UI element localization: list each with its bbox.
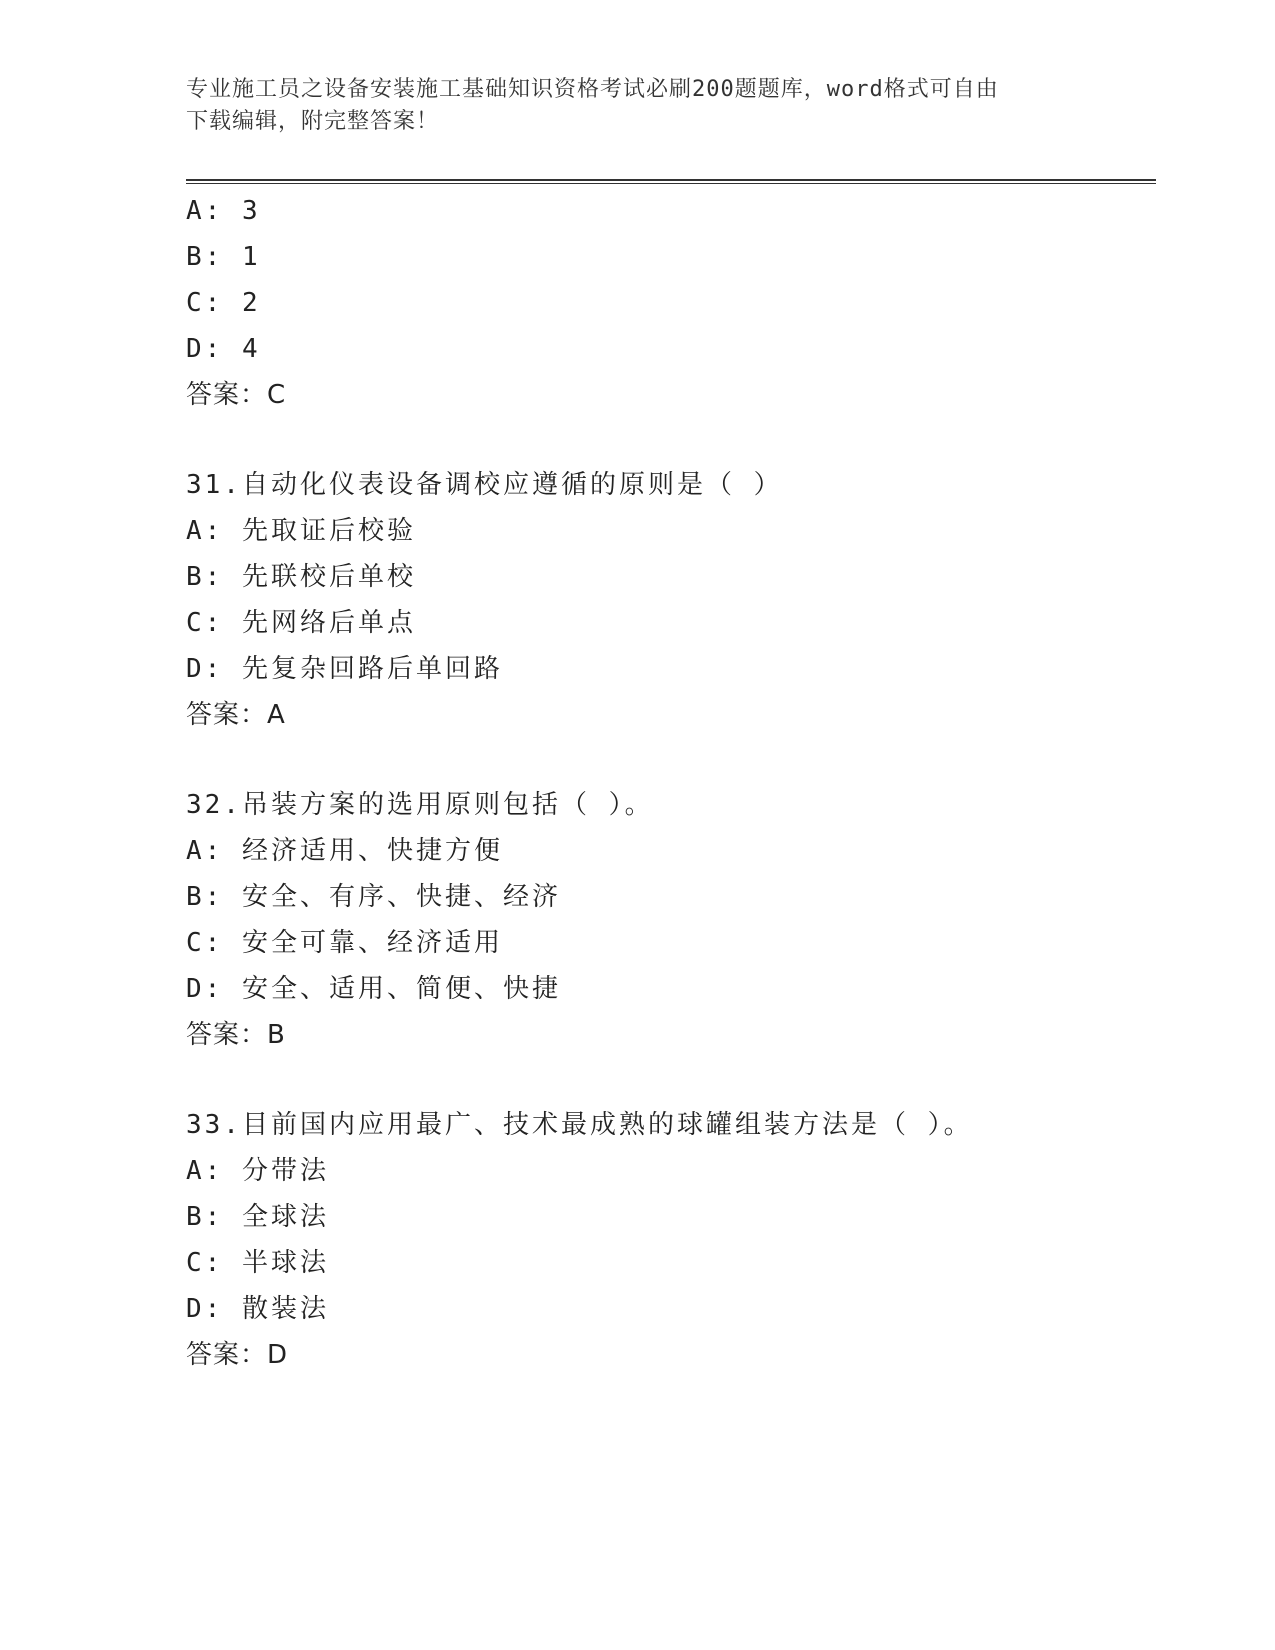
option-c: C: 安全可靠、经济适用 — [186, 928, 503, 958]
header-divider-thick — [186, 179, 1156, 181]
question-stem: 32.吊装方案的选用原则包括（ ）。 — [186, 790, 654, 820]
header-line-1: 专业施工员之设备安装施工基础知识资格考试必刷200题题库，word格式可自由 — [186, 77, 999, 102]
answer: 答案：B — [186, 1020, 286, 1050]
spacer — [186, 418, 1156, 462]
spacer — [186, 738, 1156, 782]
question-32 — [186, 782, 1156, 1058]
option-b: B: 全球法 — [186, 1202, 329, 1232]
question-33 — [186, 1102, 1156, 1378]
answer: 答案：C — [186, 380, 287, 410]
document-header — [186, 74, 1076, 138]
option-d: D: 4 — [186, 334, 261, 364]
option-d: D: 散装法 — [186, 1294, 329, 1324]
spacer — [186, 1058, 1156, 1102]
question-30-continued — [186, 188, 1156, 418]
question-stem: 31.自动化仪表设备调校应遵循的原则是（ ） — [186, 470, 783, 500]
header-line-2: 下载编辑，附完整答案！ — [186, 109, 440, 134]
option-c: C: 2 — [186, 288, 261, 318]
option-b: B: 1 — [186, 242, 261, 272]
option-a: A: 3 — [186, 196, 261, 226]
question-stem: 33.目前国内应用最广、技术最成熟的球罐组装方法是（ ）。 — [186, 1110, 973, 1140]
answer: 答案：D — [186, 1340, 289, 1370]
option-c: C: 半球法 — [186, 1248, 329, 1278]
answer: 答案：A — [186, 700, 286, 730]
question-31 — [186, 462, 1156, 738]
option-a: A: 先取证后校验 — [186, 516, 416, 546]
option-b: B: 安全、有序、快捷、经济 — [186, 882, 561, 912]
option-c: C: 先网络后单点 — [186, 608, 416, 638]
header-divider-thin — [186, 183, 1156, 184]
option-a: A: 分带法 — [186, 1156, 329, 1186]
document-body — [186, 188, 1156, 1378]
option-d: D: 先复杂回路后单回路 — [186, 654, 503, 684]
option-d: D: 安全、适用、简便、快捷 — [186, 974, 561, 1004]
option-a: A: 经济适用、快捷方便 — [186, 836, 503, 866]
option-b: B: 先联校后单校 — [186, 562, 416, 592]
